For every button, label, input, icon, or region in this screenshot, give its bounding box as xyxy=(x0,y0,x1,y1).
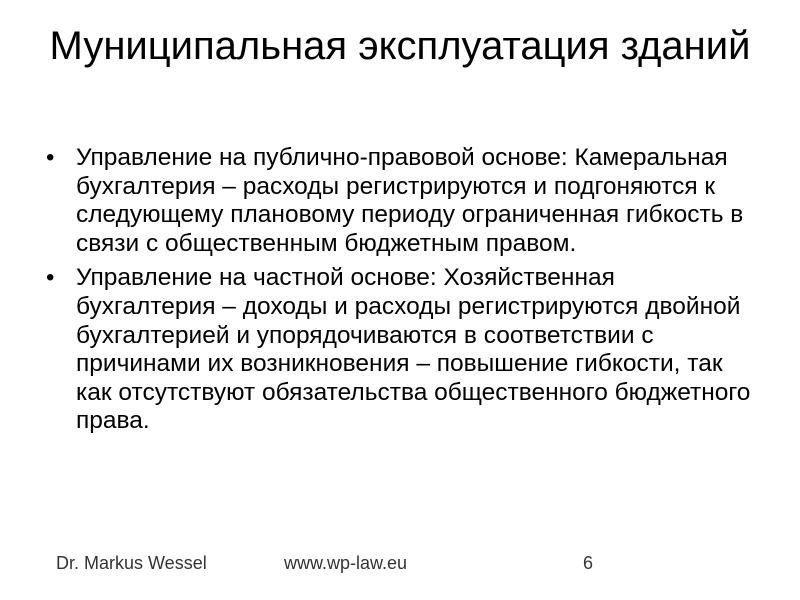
bullet-text: Управление на публично-правовой основе: Камеральная бухгалтерия – расходы регистрируются и подгоняются к следующему плановому периоду ограниченная гибкость в связи с общественным бюджетным правом. xyxy=(76,144,744,257)
bullet-dot-icon: • xyxy=(46,264,55,292)
bullet-item xyxy=(40,264,760,436)
bullet-dot-icon: • xyxy=(46,144,55,171)
footer-author: Dr. Markus Wessel xyxy=(56,553,207,573)
footer-page-number: 6 xyxy=(583,553,594,573)
bullet-text: Управление на частной основе: Хозяйственная бухгалтерия – доходы и расходы регистрируются двойной бухгалтерией и упорядочиваются в соответствии с причинами их возникновения – повышение гибкости, так как отсутствуют обязательства общественного бюджетного права. xyxy=(76,264,751,435)
slide-title: Муниципальная эксплуатация зданий xyxy=(49,24,751,68)
bullet-list xyxy=(40,144,760,442)
bullet-item xyxy=(40,144,760,258)
footer-website: www.wp-law.eu xyxy=(284,553,408,573)
